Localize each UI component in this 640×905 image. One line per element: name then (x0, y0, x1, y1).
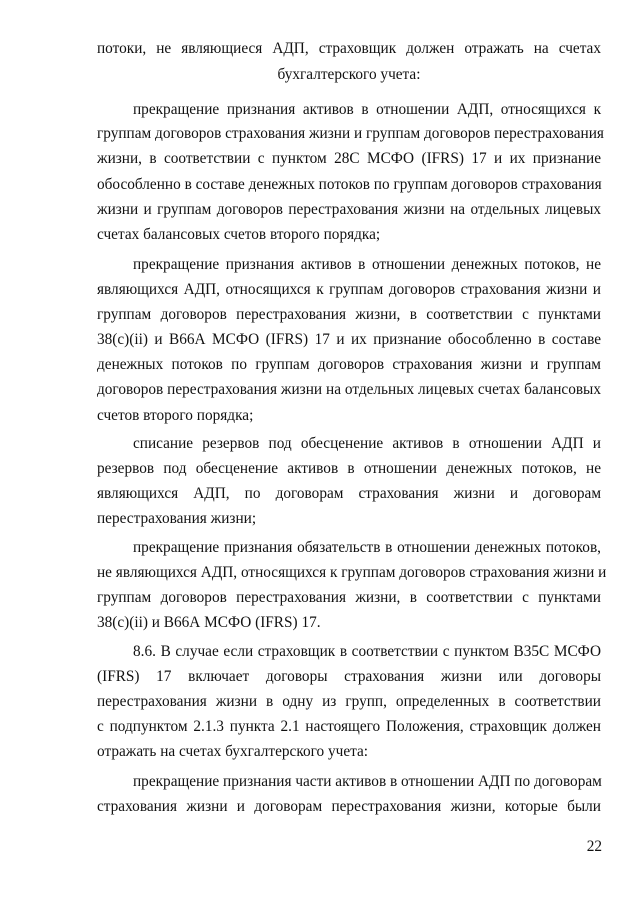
text-line: отражать на счетах бухгалтерского учета: (97, 743, 369, 760)
text-line: прекращение признания активов в отношении денежных потоков, не (133, 256, 601, 273)
text-line: прекращение признания части активов в отношении АДП по договорам (133, 773, 602, 790)
text-line: бухгалтерского учета: (277, 66, 421, 83)
text-line: списание резервов под обесценение активов в отношении АДП и (133, 435, 601, 452)
text-line: перестрахования жизни в одну из групп, определенных в соответствии (97, 693, 601, 710)
page-number: 22 (586, 838, 602, 855)
text-line: прекращение признания обязательств в отношении денежных потоков, (133, 539, 601, 556)
text-line: страхования жизни и договорам перестрахования жизни, которые были (97, 798, 601, 815)
text-line: являющихся АДП, по договорам страхования жизни и договорам (97, 485, 601, 502)
text-line: счетах балансовых счетов второго порядка; (97, 226, 381, 243)
text-line: жизни и группам договоров перестрахования жизни на отдельных лицевых (97, 201, 601, 218)
text-line: (IFRS) 17 включает договоры страхования жизни или договоры (97, 668, 601, 685)
text-line: потоки, не являющиеся АДП, страховщик должен отражать на счетах (97, 40, 601, 57)
text-line: счетов второго порядка; (97, 407, 254, 424)
text-line: перестрахования жизни; (97, 510, 257, 527)
text-line: 8.6. В случае если страховщик в соответствии с пунктом В35С МСФО (133, 643, 601, 660)
text-line: обособленно в составе денежных потоков по группам договоров страхования (97, 176, 602, 193)
text-line: прекращение признания активов в отношении АДП, относящихся к (133, 101, 601, 118)
text-line: договоров перестрахования жизни на отдельных лицевых счетах балансовых (97, 381, 601, 398)
text-line: группам договоров перестрахования жизни, в соответствии с пунктами (97, 589, 601, 606)
text-line: не являющихся АДП, относящихся к группам договоров страхования жизни и (97, 564, 607, 581)
text-line: 38(c)(ii) и В66А МСФО (IFRS) 17 и их признание обособленно в составе (97, 331, 601, 348)
text-line: денежных потоков по группам договоров страхования жизни и группам (97, 356, 601, 373)
text-line: группам договоров перестрахования жизни, в соответствии с пунктами (97, 306, 601, 323)
text-line: группам договоров страхования жизни и группам договоров перестрахования (97, 125, 604, 142)
text-line: 38(c)(ii) и В66А МСФО (IFRS) 17. (97, 614, 321, 631)
text-line: с подпунктом 2.1.3 пункта 2.1 настоящего Положения, страховщик должен (97, 718, 601, 735)
text-line: резервов под обесценение активов в отношении денежных потоков, не (97, 460, 601, 477)
text-line: являющихся АДП, относящихся к группам договоров страхования жизни и (97, 281, 601, 298)
text-line: жизни, в соответствии с пунктом 28С МСФО (IFRS) 17 и их признание (97, 150, 601, 167)
